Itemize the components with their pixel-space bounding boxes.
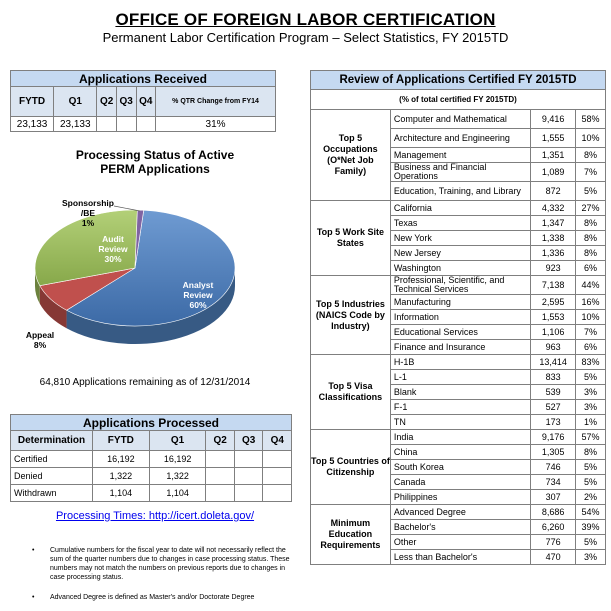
item-percent: 54% bbox=[576, 505, 606, 520]
col-fytd: FYTD bbox=[93, 431, 150, 451]
item-percent: 8% bbox=[576, 445, 606, 460]
item-name: Education, Training, and Library bbox=[390, 182, 530, 201]
item-name: South Korea bbox=[390, 460, 530, 475]
item-name: H-1B bbox=[390, 355, 530, 370]
item-name: Philippines bbox=[390, 490, 530, 505]
item-count: 746 bbox=[531, 460, 576, 475]
col-q1: Q1 bbox=[54, 87, 97, 117]
item-name: New York bbox=[390, 231, 530, 246]
row-label: Certified bbox=[11, 451, 93, 468]
row-q1: 16,192 bbox=[149, 451, 206, 468]
item-name: Information bbox=[390, 310, 530, 325]
item-count: 776 bbox=[531, 535, 576, 550]
item-percent: 3% bbox=[576, 550, 606, 565]
item-name: Texas bbox=[390, 216, 530, 231]
item-percent: 7% bbox=[576, 163, 606, 182]
item-count: 1,089 bbox=[531, 163, 576, 182]
item-name: New Jersey bbox=[390, 246, 530, 261]
item-count: 307 bbox=[531, 490, 576, 505]
item-percent: 5% bbox=[576, 460, 606, 475]
item-count: 1,305 bbox=[531, 445, 576, 460]
item-name: Finance and Insurance bbox=[390, 340, 530, 355]
item-percent: 5% bbox=[576, 475, 606, 490]
item-count: 872 bbox=[531, 182, 576, 201]
value-fytd: 23,133 bbox=[11, 117, 54, 132]
pie-label-audit: Audit Review 30% bbox=[98, 234, 128, 264]
pie-label-analyst: Analyst Review 60% bbox=[182, 280, 214, 310]
item-count: 13,414 bbox=[531, 355, 576, 370]
item-count: 6,260 bbox=[531, 520, 576, 535]
item-count: 734 bbox=[531, 475, 576, 490]
row-fytd: 16,192 bbox=[93, 451, 150, 468]
item-percent: 7% bbox=[576, 325, 606, 340]
item-percent: 5% bbox=[576, 182, 606, 201]
item-name: Washington bbox=[390, 261, 530, 276]
applications-remaining-text: 64,810 Applications remaining as of 12/31/2014 bbox=[39, 377, 251, 388]
pie-title-line-2: PERM Applications bbox=[100, 162, 210, 176]
item-count: 539 bbox=[531, 385, 576, 400]
item-count: 833 bbox=[531, 370, 576, 385]
applications-received-heading: Applications Received bbox=[11, 71, 276, 87]
item-percent: 8% bbox=[576, 148, 606, 163]
col-q2: Q2 bbox=[97, 87, 117, 117]
page-title: OFFICE OF FOREIGN LABOR CERTIFICATION bbox=[115, 10, 496, 29]
item-count: 923 bbox=[531, 261, 576, 276]
col-qtr-change: % QTR Change from FY14 bbox=[156, 87, 276, 117]
page-subtitle: Permanent Labor Certification Program – Select Statistics, FY 2015TD bbox=[102, 30, 509, 45]
item-name: Advanced Degree bbox=[390, 505, 530, 520]
col-q3: Q3 bbox=[234, 431, 263, 451]
group-label: Minimum Education Requirements bbox=[311, 505, 391, 565]
item-percent: 8% bbox=[576, 246, 606, 261]
table-row bbox=[311, 110, 606, 129]
pie-title-line-1: Processing Status of Active bbox=[75, 148, 235, 162]
item-count: 1,347 bbox=[531, 216, 576, 231]
item-percent: 39% bbox=[576, 520, 606, 535]
item-count: 9,176 bbox=[531, 430, 576, 445]
item-name: India bbox=[390, 430, 530, 445]
table-row bbox=[311, 430, 606, 445]
group-label: Top 5 Occupations (O*Net Job Family) bbox=[311, 110, 391, 201]
row-label: Denied bbox=[11, 468, 93, 485]
item-percent: 44% bbox=[576, 276, 606, 295]
processing-times-link[interactable]: Processing Times: http://icert.doleta.gov/ bbox=[55, 510, 255, 522]
item-percent: 27% bbox=[576, 201, 606, 216]
bullet-icon: • bbox=[32, 547, 35, 554]
item-percent: 5% bbox=[576, 370, 606, 385]
item-percent: 2% bbox=[576, 490, 606, 505]
item-percent: 10% bbox=[576, 310, 606, 325]
value-q4 bbox=[136, 117, 156, 132]
item-name: Business and Financial Operations bbox=[390, 163, 530, 182]
col-q1: Q1 bbox=[149, 431, 206, 451]
value-q3 bbox=[116, 117, 136, 132]
item-name: Professional, Scientific, and Technical Services bbox=[390, 276, 530, 295]
item-percent: 5% bbox=[576, 535, 606, 550]
value-q2 bbox=[97, 117, 117, 132]
footnote-text: Cumulative numbers for the fiscal year to date will not necessarily reflect the sum of the quarter numbers due to changes in case processing status. These numbers may not match the numbers on previous reports due to changes in case processing status. bbox=[50, 547, 290, 581]
item-count: 1,336 bbox=[531, 246, 576, 261]
item-count: 470 bbox=[531, 550, 576, 565]
row-q1: 1,322 bbox=[149, 468, 206, 485]
item-percent: 58% bbox=[576, 110, 606, 129]
certified-review-heading: Review of Applications Certified FY 2015TD bbox=[311, 71, 606, 90]
footnote-advanced-degree bbox=[32, 593, 302, 603]
col-fytd: FYTD bbox=[11, 87, 54, 117]
col-q4: Q4 bbox=[263, 431, 292, 451]
table-row bbox=[311, 276, 606, 295]
item-name: TN bbox=[390, 415, 530, 430]
table-row bbox=[311, 505, 606, 520]
item-percent: 10% bbox=[576, 129, 606, 148]
applications-processed-table bbox=[10, 414, 292, 502]
footnote-text: Advanced Degree is defined as Master's and/or Doctorate Degree bbox=[50, 594, 255, 601]
item-percent: 3% bbox=[576, 400, 606, 415]
col-determination: Determination bbox=[11, 431, 93, 451]
item-count: 1,553 bbox=[531, 310, 576, 325]
item-count: 1,351 bbox=[531, 148, 576, 163]
certified-review-subheading: (% of total certified FY 2015TD) bbox=[311, 90, 606, 110]
item-percent: 1% bbox=[576, 415, 606, 430]
applications-processed-heading: Applications Processed bbox=[11, 415, 292, 431]
group-label: Top 5 Countries of Citizenship bbox=[311, 430, 391, 505]
item-name: Manufacturing bbox=[390, 295, 530, 310]
row-q1: 1,104 bbox=[149, 485, 206, 502]
group-label: Top 5 Visa Classifications bbox=[311, 355, 391, 430]
item-count: 527 bbox=[531, 400, 576, 415]
processing-status-pie-chart bbox=[0, 186, 300, 376]
item-percent: 6% bbox=[576, 261, 606, 276]
certified-review-table bbox=[310, 70, 606, 565]
item-percent: 57% bbox=[576, 430, 606, 445]
item-count: 1,338 bbox=[531, 231, 576, 246]
item-name: L-1 bbox=[390, 370, 530, 385]
item-name: F-1 bbox=[390, 400, 530, 415]
item-count: 7,138 bbox=[531, 276, 576, 295]
item-count: 9,416 bbox=[531, 110, 576, 129]
group-label: Top 5 Industries (NAICS Code by Industry) bbox=[311, 276, 391, 355]
row-label: Withdrawn bbox=[11, 485, 93, 502]
footnote-cumulative bbox=[32, 546, 297, 586]
item-count: 2,595 bbox=[531, 295, 576, 310]
table-row bbox=[11, 468, 292, 485]
item-name: Other bbox=[390, 535, 530, 550]
item-count: 4,332 bbox=[531, 201, 576, 216]
table-row bbox=[11, 485, 292, 502]
item-name: Blank bbox=[390, 385, 530, 400]
table-row bbox=[311, 355, 606, 370]
item-name: Educational Services bbox=[390, 325, 530, 340]
pie-label-appeal: Appeal 8% bbox=[25, 330, 55, 350]
item-count: 8,686 bbox=[531, 505, 576, 520]
value-q1: 23,133 bbox=[54, 117, 97, 132]
item-count: 1,106 bbox=[531, 325, 576, 340]
item-count: 173 bbox=[531, 415, 576, 430]
item-name: Management bbox=[390, 148, 530, 163]
item-name: California bbox=[390, 201, 530, 216]
item-name: Computer and Mathematical bbox=[390, 110, 530, 129]
item-percent: 8% bbox=[576, 216, 606, 231]
table-row bbox=[11, 451, 292, 468]
item-percent: 16% bbox=[576, 295, 606, 310]
applications-received-table bbox=[10, 70, 276, 132]
value-qtr-change: 31% bbox=[156, 117, 276, 132]
table-row bbox=[311, 201, 606, 216]
item-name: Less than Bachelor's bbox=[390, 550, 530, 565]
item-percent: 6% bbox=[576, 340, 606, 355]
item-name: Architecture and Engineering bbox=[390, 129, 530, 148]
row-fytd: 1,104 bbox=[93, 485, 150, 502]
col-q3: Q3 bbox=[116, 87, 136, 117]
pie-label-sponsor: Sponsorship /BE 1% bbox=[62, 198, 114, 228]
item-percent: 83% bbox=[576, 355, 606, 370]
item-name: Canada bbox=[390, 475, 530, 490]
item-percent: 3% bbox=[576, 385, 606, 400]
item-name: Bachelor's bbox=[390, 520, 530, 535]
item-name: China bbox=[390, 445, 530, 460]
col-q2: Q2 bbox=[206, 431, 235, 451]
bullet-icon: • bbox=[32, 594, 35, 601]
item-count: 1,555 bbox=[531, 129, 576, 148]
group-label: Top 5 Work Site States bbox=[311, 201, 391, 276]
item-percent: 8% bbox=[576, 231, 606, 246]
pie-chart-title bbox=[40, 148, 270, 176]
item-count: 963 bbox=[531, 340, 576, 355]
col-q4: Q4 bbox=[136, 87, 156, 117]
row-fytd: 1,322 bbox=[93, 468, 150, 485]
